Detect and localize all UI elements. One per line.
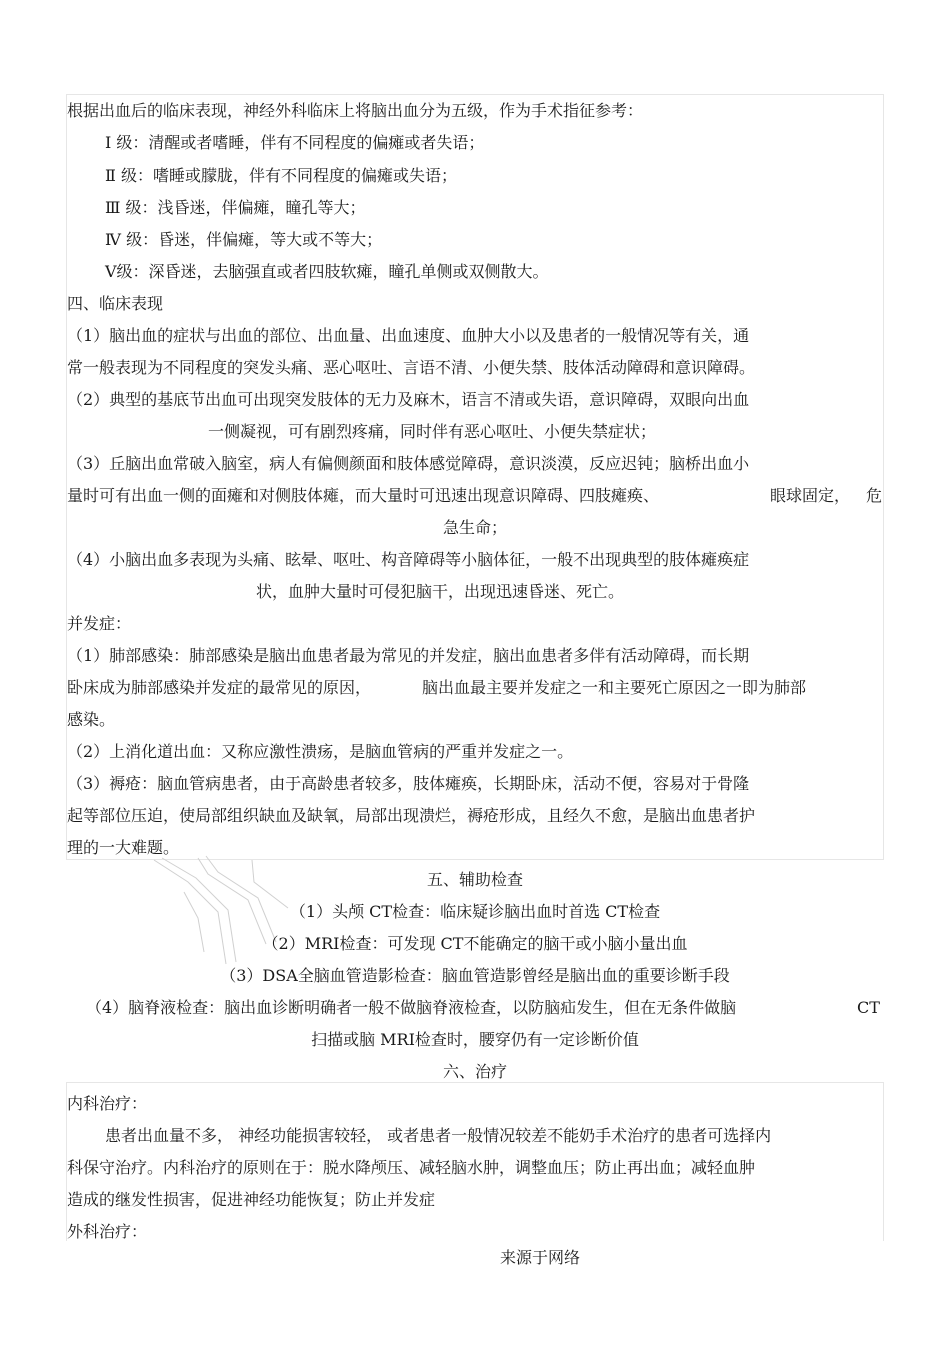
- medical-treatment-line1: 患者出血量不多， 神经功能损害较轻， 或者患者一般情况较差不能奶手术治疗的患者可选择内: [105, 1126, 772, 1145]
- complication-2: （2）上消化道出血：又称应激性溃疡，是脑血管病的严重并发症之一。: [67, 742, 574, 761]
- grade-1: Ⅰ 级：清醒或者嗜睡，伴有不同程度的偏瘫或者失语；: [105, 133, 485, 152]
- complication-3-line3: 理的一大难题。: [67, 838, 180, 857]
- exam-4-line1: （4）脑脊液检查：脑出血诊断明确者一般不做脑脊液检查，以防脑疝发生，但在无条件做脑: [86, 998, 737, 1017]
- grade-3: Ⅲ 级：浅昏迷，伴偏瘫，瞳孔等大；: [105, 198, 366, 217]
- grade-4: Ⅳ 级：昏迷，伴偏瘫，等大或不等大；: [105, 230, 383, 249]
- medical-treatment-heading: 内科治疗：: [67, 1094, 148, 1113]
- clinical-p3-line1: （3）丘脑出血常破入脑室，病人有偏侧颜面和肢体感觉障碍，意识淡漠，反应迟钝；脑桥出血小: [67, 454, 750, 473]
- complication-1-line2b: 脑出血最主要并发症之一和主要死亡原因之一即为肺部: [422, 678, 807, 697]
- clinical-p2-line1: （2）典型的基底节出血可出现突发肢体的无力及麻木，语言不清或失语，意识障碍，双眼向出血: [67, 390, 750, 409]
- exam-2: （2）MRI检查：可发现 CT不能确定的脑干或小脑小量出血: [262, 934, 688, 953]
- grade-5: Ⅴ级：深昏迷，去脑强直或者四肢软瘫，瞳孔单侧或双侧散大。: [105, 262, 549, 281]
- clinical-p3-line3: 急生命；: [442, 518, 507, 537]
- clinical-p1-line2: 常一般表现为不同程度的突发头痛、恶心呕吐、言语不清、小便失禁、肢体活动障碍和意识障碍。: [67, 358, 756, 377]
- clinical-p1-line1: （1）脑出血的症状与出血的部位、出血量、出血速度、血肿大小以及患者的一般情况等有关，通: [67, 326, 750, 345]
- complication-1-line2a: 卧床成为肺部感染并发症的最常见的原因，: [67, 678, 372, 697]
- complication-1-line1: （1）肺部感染：肺部感染是脑出血患者最为常见的并发症，脑出血患者多伴有活动障碍，而长期: [67, 646, 750, 665]
- treatment-heading: 六、治疗: [442, 1062, 507, 1081]
- complication-3-line2: 起等部位压迫，使局部组织缺血及缺氧，局部出现溃烂，褥疮形成，且经久不愈，是脑出血患者护: [67, 806, 756, 825]
- clinical-p2-line2: 一侧凝视，可有剧烈疼痛，同时伴有恶心呕吐、小便失禁症状；: [208, 422, 657, 441]
- exams-heading: 五、辅助检查: [426, 870, 523, 889]
- clinical-p3-line2a: 量时可有出血一侧的面瘫和对侧肢体瘫，而大量时可迅速出现意识障碍、四肢瘫痪、: [67, 486, 660, 505]
- complications-heading: 并发症：: [67, 614, 132, 633]
- exam-1: （1）头颅 CT检查：临床疑诊脑出血时首选 CT检查: [289, 902, 661, 921]
- exam-4-ct: CT: [857, 998, 880, 1017]
- medical-treatment-line3: 造成的继发性损害，促进神经功能恢复；防止并发症: [67, 1190, 436, 1209]
- source-footer: 来源于网络: [500, 1248, 581, 1267]
- surgical-treatment-heading: 外科治疗：: [67, 1222, 148, 1241]
- clinical-p4-line1: （4）小脑出血多表现为头痛、眩晕、呕吐、构音障碍等小脑体征，一般不出现典型的肢体瘫痪症: [67, 550, 750, 569]
- complication-1-line3: 感染。: [67, 710, 116, 729]
- clinical-heading: 四、临床表现: [67, 294, 164, 313]
- clinical-p3-line2b: 眼球固定，: [770, 486, 851, 505]
- complication-3-line1: （3）褥疮：脑血管病患者，由于高龄患者较多，肢体瘫痪，长期卧床，活动不便，容易对于骨隆: [67, 774, 750, 793]
- medical-treatment-line2: 科保守治疗。内科治疗的原则在于：脱水降颅压、减轻脑水肿，调整血压；防止再出血；减轻血肿: [67, 1158, 756, 1177]
- grades-intro: 根据出血后的临床表现，神经外科临床上将脑出血分为五级，作为手术指征参考：: [67, 101, 644, 120]
- exam-4-line2: 扫描或脑 MRI检查时，腰穿仍有一定诊断价值: [311, 1030, 639, 1049]
- clinical-p3-line2c: 危: [866, 486, 883, 505]
- grade-2: Ⅱ 级：嗜睡或朦胧，伴有不同程度的偏瘫或失语；: [105, 166, 457, 185]
- clinical-p4-line2: 状，血肿大量时可侵犯脑干，出现迅速昏迷、死亡。: [256, 582, 625, 601]
- exam-3: （3）DSA全脑血管造影检查：脑血管造影曾经是脑出血的重要诊断手段: [220, 966, 730, 985]
